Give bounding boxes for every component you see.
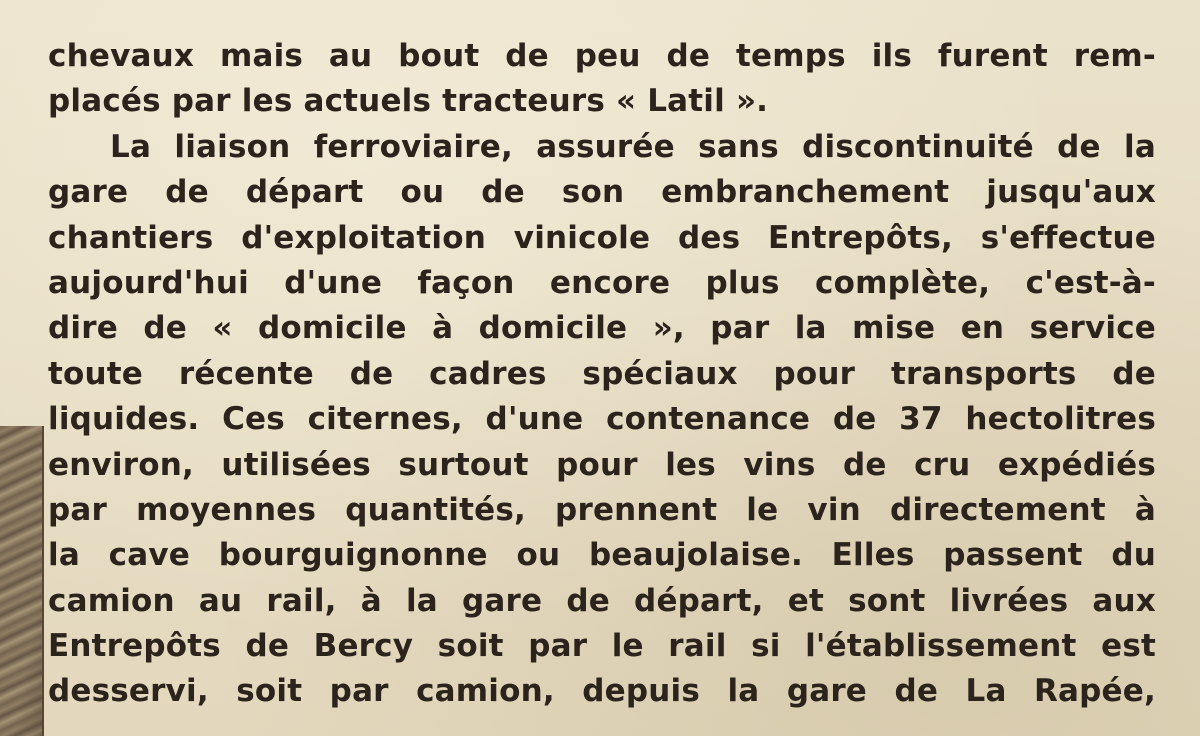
text-line: toute récente de cadres spéciaux pour transports de [48,355,1156,392]
text-line: la cave bourguignonne ou beaujolaise. Elles passent du [48,537,1156,574]
text-line: desservi, soit par camion, depuis la gare de La Rapée, [48,673,1156,710]
text-column [48,34,1156,715]
text-line: chevaux mais au bout de peu de temps ils furent rem- [48,38,1156,74]
photo-fragment [0,426,44,736]
text-line: gare de départ ou de son embranchement jusqu'aux [48,174,1156,211]
text-line: dire de « domicile à domicile », par la mise en service [48,310,1156,347]
text-line: aujourd'hui d'une façon encore plus complète, c'est-à- [48,264,1156,301]
text-line: liquides. Ces citernes, d'une contenance de 37 hectolitres [48,401,1156,438]
text-line: Entrepôts de Bercy soit par le rail si l'établissement est [48,628,1156,665]
text-line: placés par les actuels tracteurs « Latil ». [48,83,769,120]
text-line: camion au rail, à la gare de départ, et sont livrées aux [48,582,1156,619]
text-line: par moyennes quantités, prennent le vin directement à [48,491,1156,528]
text-line: La liaison ferroviaire, assurée sans discontinuité de la [110,128,1156,165]
text-line: chantiers d'exploitation vinicole des Entrepôts, s'effectue [48,219,1156,256]
text-line: environ, utilisées surtout pour les vins de cru expédiés [48,446,1156,483]
